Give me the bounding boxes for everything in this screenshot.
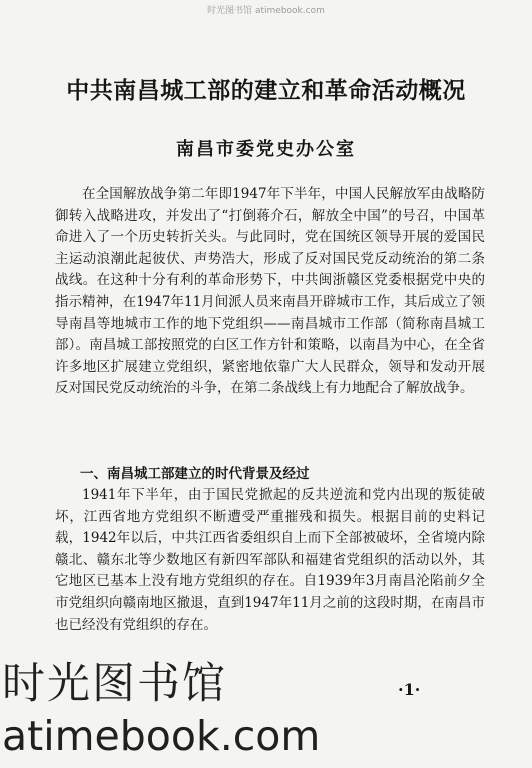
paragraph-background: 1941年下半年，由于国民党掀起的反共逆流和党内出现的叛徒破坏，江西省地方党组织不断遭受严重摧残和损失。根据目前的史料记载，1942年以后，中共江西省委组织自上而下全部被破坏，全省境内除赣北、赣东北等少数地区有新四军部队和福建省党组织的活动以外，其它地区已基本上没有地方党组织的存在。自1939年3月南昌沦陷前夕全市党组织向赣南地区撤退，直到1947年11月之前的这段时期，在南昌市也已经没有党组织的存在。: [55, 487, 485, 633]
page-title: 中共南昌城工部的建立和革命活动概况: [66, 78, 466, 104]
paragraph-intro: 在全国解放战争第二年即1947年下半年，中国人民解放军由战略防御转入战略进攻，并发出了“打倒蒋介石，解放全中国”的号召，中国革命进入了一个历史转折关头。与此同时，党在国统区领导开展的爱国民主运动浪潮此起彼伏、声势浩大，形成了反对国民党反动统治的第二条战线。在这种十分有利的革命形势下，中共闽浙赣区党委根据党中央的指示精神，在1947年11月间派人员来南昌开辟城市工作，其后成立了领导南昌等地城市工作的地下党组织——南昌城市工作部（简称南昌城工部）。南昌城工部按照党的白区工作方针和策略，以南昌为中心，在全省许多地区扩展建立党组织，紧密地依靠广大人民群众，领导和发动开展反对国民党反动统治的斗争，在第二条战线上有力地配合了解放战争。: [55, 186, 485, 397]
author-line: 南昌市委党史办公室: [176, 139, 356, 160]
watermark-site-url: atimebook.com: [2, 712, 321, 760]
top-watermark: 时光图书馆 atimebook.com: [207, 6, 325, 16]
section-heading: 一、南昌城工部建立的时代背景及经过: [80, 466, 310, 482]
watermark-site-name: 时光图书馆: [2, 659, 227, 709]
bottom-watermark: [0, 660, 532, 768]
page-number: ·1·: [398, 680, 421, 699]
